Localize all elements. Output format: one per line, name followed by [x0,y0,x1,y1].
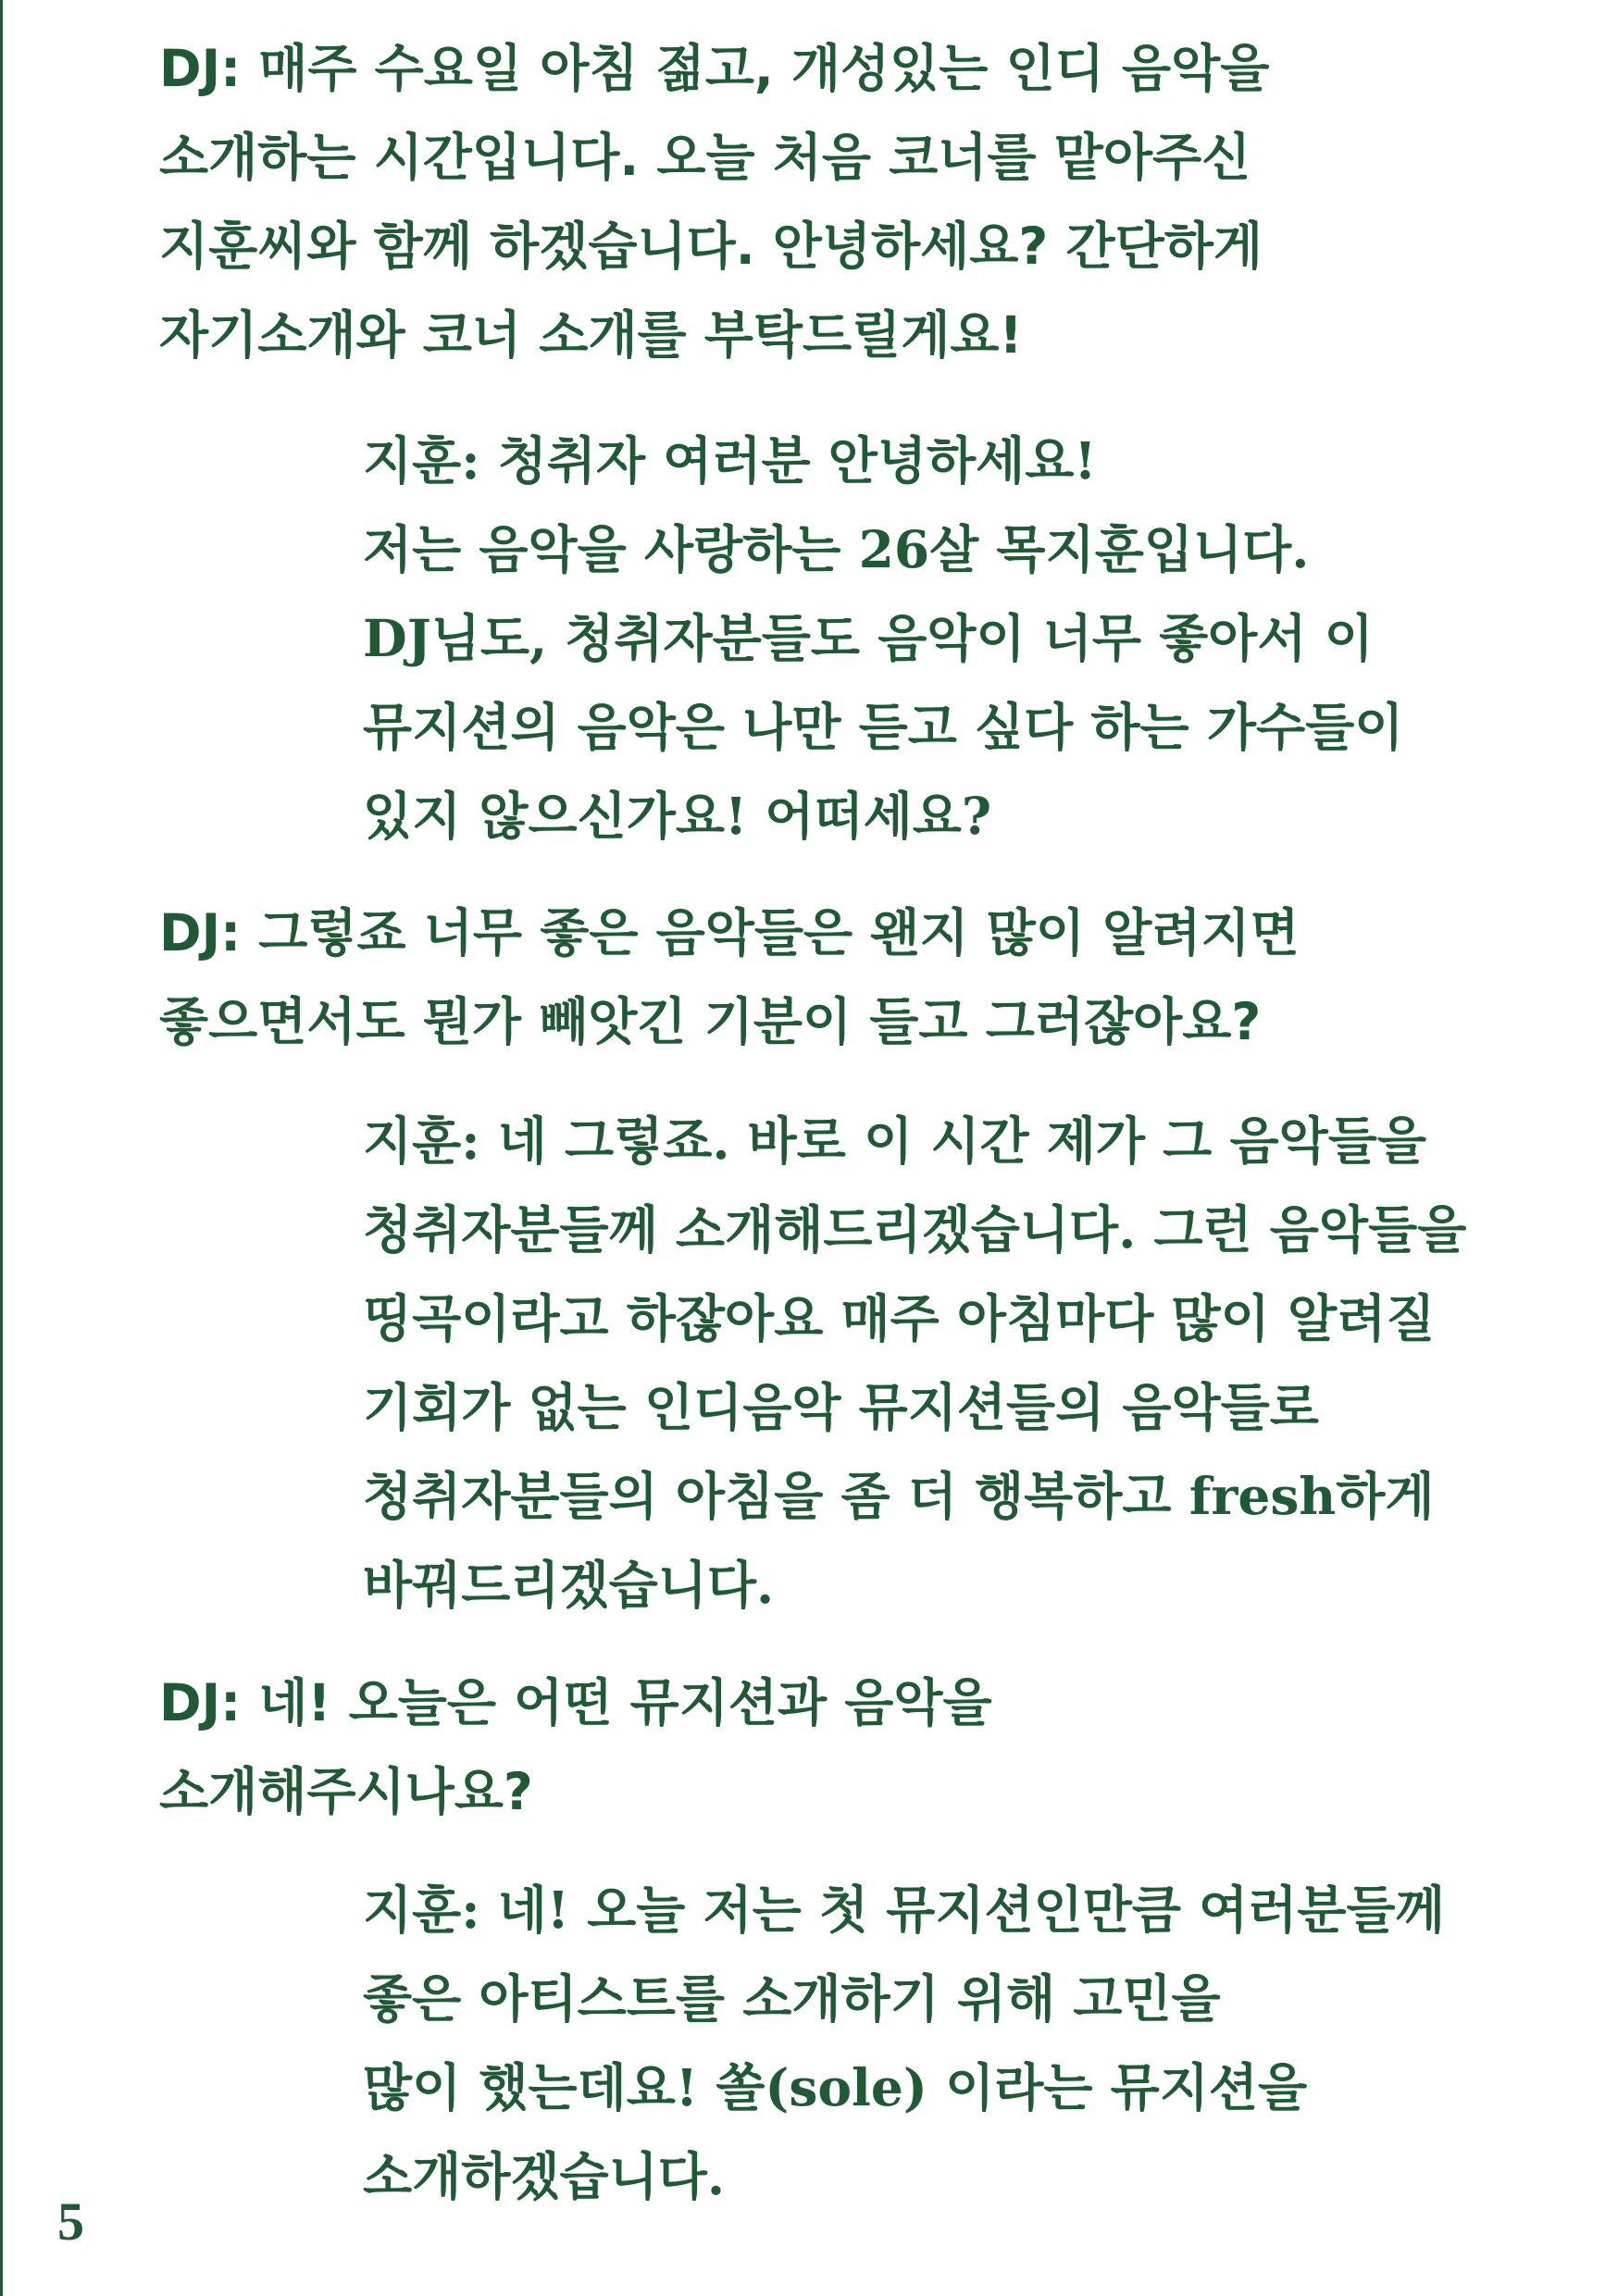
dialogue-line: 지훈씨와 함께 하겠습니다. 안녕하세요? 간단하게 [159,217,1263,276]
dialogue-line: 지훈: 청취자 여러분 안녕하세요! [363,430,1097,490]
dialogue-line: DJ: 그렇죠 너무 좋은 음악들은 왠지 많이 알려지면 [159,903,1300,962]
dialogue-line: DJ: 매주 수요일 아침 젊고, 개성있는 인디 음악을 [159,39,1270,98]
dialogue-line: 뮤지션의 음악은 나만 듣고 싶다 하는 가수들이 [363,697,1404,757]
dialogue-line: 있지 않으신가요! 어떠세요? [363,786,992,846]
dialogue-line: 지훈: 네! 오늘 저는 첫 뮤지션인만큼 여러분들께 [363,1880,1445,1940]
dialogue-line: 기회가 없는 인디음악 뮤지션들의 음악들로 [363,1377,1319,1437]
dialogue-line: 지훈: 네 그렇죠. 바로 이 시간 제가 그 음악들을 [363,1111,1426,1171]
dialogue-line: 좋으면서도 뭔가 빼앗긴 기분이 들고 그러잖아요? [159,992,1262,1051]
dj-dialogue-block [159,1658,992,1836]
page-number: 5 [57,2191,84,2252]
dialogue-line: 저는 음악을 사랑하는 26살 목지훈입니다. [363,519,1310,579]
jihoon-dialogue-block [363,416,1403,861]
jihoon-dialogue-block [363,1866,1445,2221]
jihoon-dialogue-block [363,1097,1466,1630]
dj-dialogue-block [159,888,1300,1066]
dialogue-line: 띵곡이라고 하잖아요 매주 아침마다 많이 알려질 [363,1288,1436,1348]
left-border-line [0,0,3,2296]
dialogue-line: 좋은 아티스트를 소개하기 위해 고민을 [363,1968,1221,2029]
dialogue-line: 많이 했는데요! 쏠(sole) 이라는 뮤지션을 [363,2057,1308,2117]
dialogue-line: 소개하는 시간입니다. 오늘 처음 코너를 맡아주신 [159,128,1251,187]
dialogue-line: DJ: 네! 오늘은 어떤 뮤지션과 음악을 [159,1673,992,1732]
dialogue-line: 소개하겠습니다. [363,2146,726,2206]
dialogue-line: 소개해주시나요? [159,1762,533,1821]
dialogue-line: 청취자분들께 소개해드리겠습니다. 그런 음악들을 [363,1199,1467,1260]
dj-dialogue-block [159,24,1269,379]
dialogue-line: 바꿔드리겠습니다. [363,1555,775,1615]
dialogue-line: 자기소개와 코너 소개를 부탁드릴게요! [159,305,1023,365]
dialogue-line: 청취자분들의 아침을 좀 더 행복하고 fresh하게 [363,1466,1435,1526]
dialogue-line: DJ님도, 청취자분들도 음악이 너무 좋아서 이 [363,608,1374,668]
